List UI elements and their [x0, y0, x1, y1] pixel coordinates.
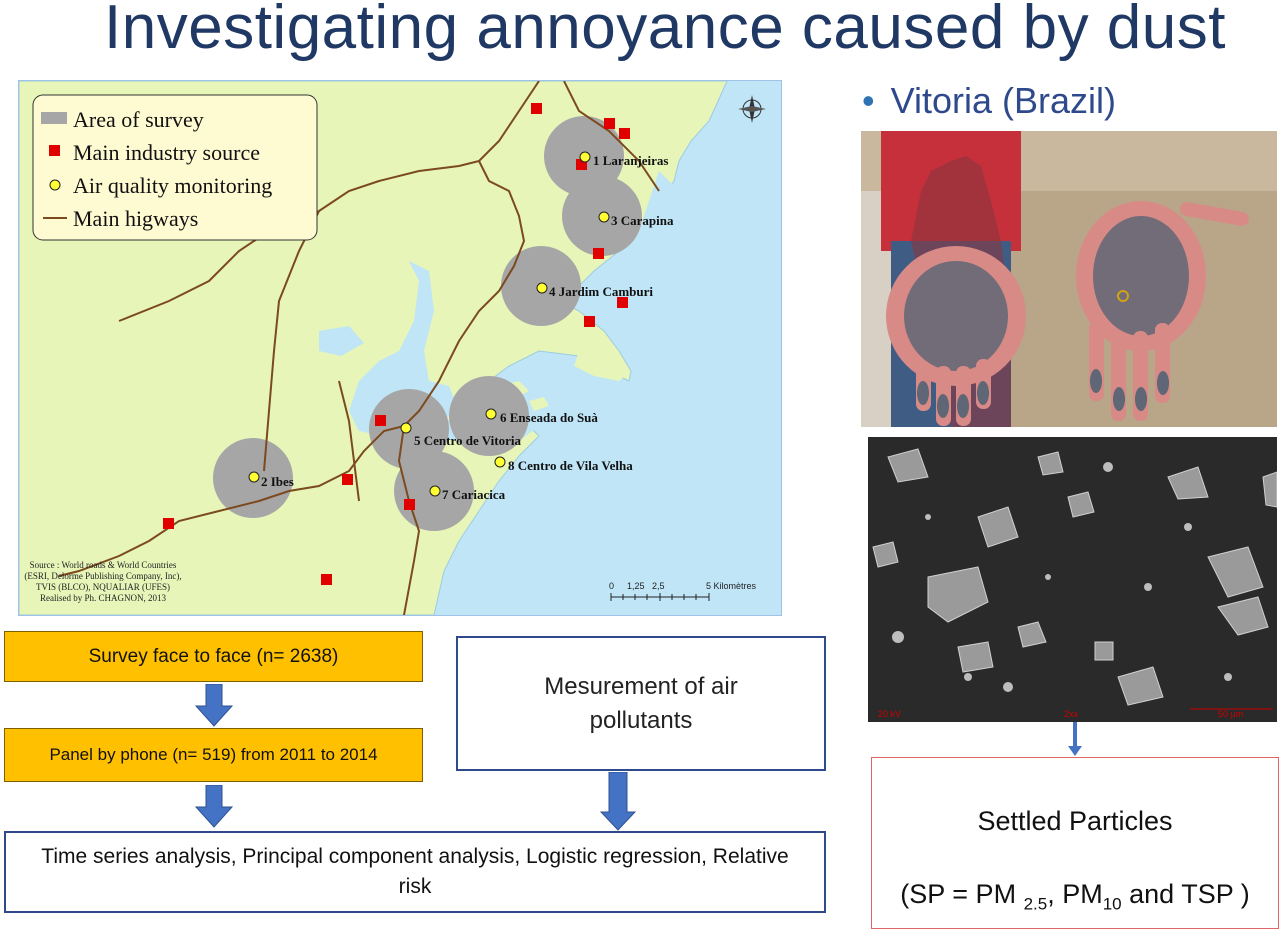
monitor-marker — [401, 423, 411, 433]
source-line: Realised by Ph. CHAGNON, 2013 — [40, 593, 166, 603]
monitor-marker — [486, 409, 496, 419]
industry-marker — [619, 128, 630, 139]
source-line: TVIS (BLCO), NQUALIAR (UFES) — [36, 582, 170, 592]
legend-label: Area of survey — [73, 107, 204, 132]
monitor-marker — [580, 152, 590, 162]
sem-micrograph-photo — [868, 437, 1277, 722]
map-legend — [33, 95, 317, 240]
sem-label: 2xx — [1064, 709, 1079, 719]
site-label: 4 Jardim Camburi — [549, 284, 653, 299]
site-label: 3 Carapina — [611, 213, 674, 228]
industry-marker — [404, 499, 415, 510]
scale-tick: 1,25 — [627, 581, 645, 591]
industry-marker — [531, 103, 542, 114]
industry-marker — [593, 248, 604, 259]
site-label: 8 Centro de Vila Velha — [508, 458, 633, 473]
scale-tick: 5 Kilomètres — [706, 581, 757, 591]
monitor-marker — [495, 457, 505, 467]
bullet-icon: • — [862, 80, 875, 121]
location-text: Vitoria (Brazil) — [890, 80, 1116, 121]
dusty-hands-photo — [861, 131, 1277, 427]
measurement-box: Mesurement of air pollutants — [456, 636, 826, 771]
monitor-marker — [430, 486, 440, 496]
industry-marker — [163, 518, 174, 529]
industry-marker — [584, 316, 595, 327]
scale-tick: 2,5 — [652, 581, 665, 591]
panel-box: Panel by phone (n= 519) from 2011 to 2014 — [4, 728, 423, 782]
site-label: 1 Laranjeiras — [593, 153, 669, 168]
industry-marker — [342, 474, 353, 485]
scale-tick: 0 — [609, 581, 615, 591]
settled-particles-box — [871, 757, 1279, 929]
location-bullet — [862, 80, 1116, 122]
industry-marker — [321, 574, 332, 585]
down-arrow-icon — [194, 684, 234, 728]
study-area-map — [18, 80, 782, 616]
monitor-marker — [249, 472, 259, 482]
source-line: Source : World roads & World Countries — [29, 560, 177, 570]
sem-label: 50 µm — [1218, 709, 1244, 719]
monitor-marker — [537, 283, 547, 293]
legend-label: Air quality monitoring — [73, 173, 273, 198]
survey-box: Survey face to face (n= 2638) — [4, 631, 423, 682]
site-label: 7 Cariacica — [442, 487, 506, 502]
settled-title: Settled Particles — [977, 806, 1173, 836]
site-label: 5 Centro de Vitoria — [414, 433, 521, 448]
site-label: 6 Enseada do Suà — [500, 410, 598, 425]
legend-area-swatch — [41, 112, 67, 124]
down-arrow-icon — [1066, 722, 1084, 758]
monitor-marker — [599, 212, 609, 222]
industry-marker — [375, 415, 386, 426]
down-arrow-icon — [600, 772, 636, 832]
legend-label: Main industry source — [73, 140, 260, 165]
sem-label: 20 kV — [878, 709, 902, 719]
legend-industry-swatch — [49, 145, 60, 156]
legend-monitor-swatch — [50, 180, 60, 190]
map-source — [24, 560, 181, 603]
slide-title: Investigating annoyance caused by dust — [104, 0, 1226, 62]
legend-label: Main higways — [73, 206, 199, 231]
industry-marker — [604, 118, 615, 129]
analysis-box: Time series analysis, Principal component analysis, Logistic regression, Relative risk — [4, 831, 826, 913]
source-line: (ESRI, Delorme Publishing Company, Inc), — [24, 571, 182, 581]
down-arrow-icon — [194, 785, 234, 829]
settled-formula: (SP = PM $_{2.5}$, $PM_{10}$ and TSP ) — [900, 879, 1250, 914]
site-label: 2 Ibes — [261, 474, 294, 489]
